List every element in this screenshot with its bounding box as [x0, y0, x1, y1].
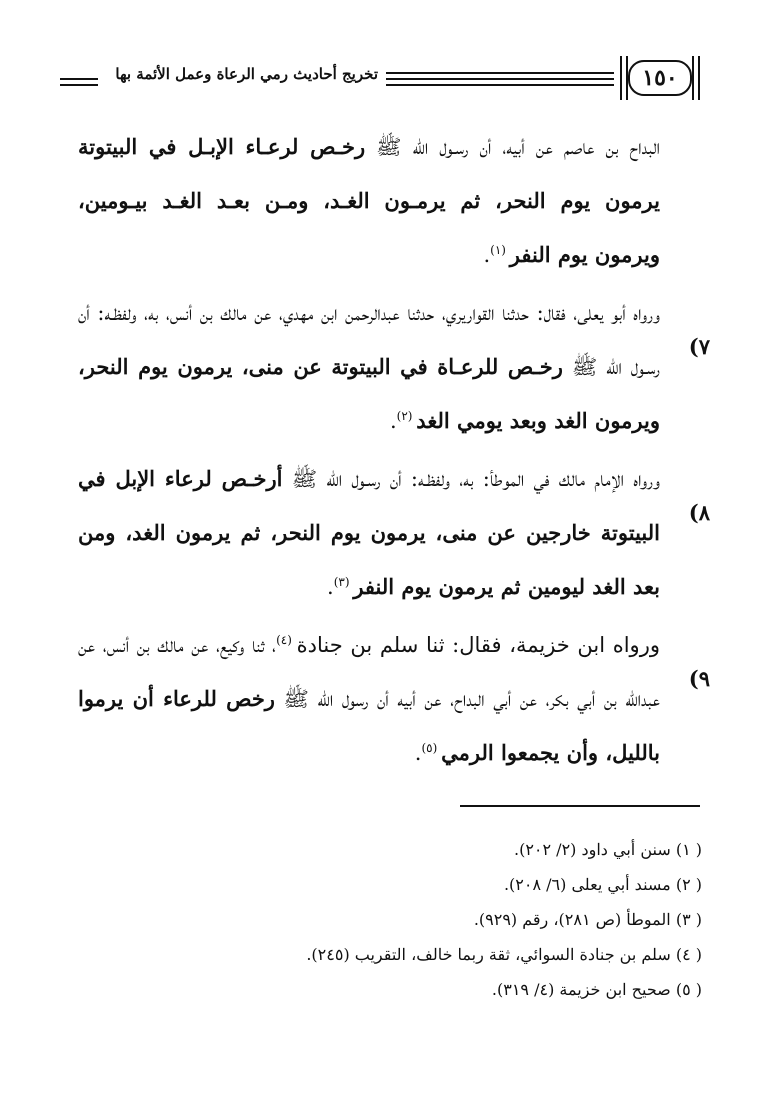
hadith-text: رخص للرعاء أن يرموا بالليل، وأن يجمعوا الرمي — [78, 686, 660, 765]
header-rule — [386, 78, 614, 80]
paragraph-number: ٨) — [688, 500, 710, 525]
running-header — [60, 52, 700, 102]
footnote-ref: (٤) — [276, 633, 297, 647]
isnad-text: ورواه أبو يعلى، فقال: حدثنا القواريري، حدثنا عبدالرحمن ابن مهدي، عن مالك بن أنس، به، ولفظـه: أن رسـول الله ﷺ — [78, 301, 660, 379]
hadith-text: رخـص للرعـاة في البيتوتة عن منى، يرمون يوم النحر، ويرمون الغد وبعد يومي الغد — [78, 354, 660, 433]
hadith-text: أرخـص لرعاء الإبل في البيتوتة خارجين عن منى، يرمون يوم النحر، ثم يرمون الغد، ومن بعد الغد ليومين ثم يرمون يوم النفر — [78, 466, 660, 599]
paragraph-number: ٩) — [688, 666, 710, 691]
footnote-ref: (٣) — [333, 575, 354, 589]
footnote-separator — [460, 805, 700, 807]
footnote-ref: (٥) — [421, 741, 442, 755]
isnad-text: البداح بن عاصم عن أبيه، أن رسـول الله ﷺ — [365, 135, 660, 159]
paragraph — [78, 618, 710, 780]
footnote-ref: (١) — [490, 243, 510, 257]
page-number: ١٥٠ — [628, 60, 692, 96]
body-text — [78, 120, 710, 780]
isnad-text: . — [483, 243, 491, 267]
footnote: ( ٤) سلم بن جنادة السوائي، ثقة ربما خالف، التقريب (٢٤٥). — [306, 945, 702, 964]
footnote: ( ٣) الموطأ (ص ٢٨١)، رقم (٩٢٩). — [473, 910, 702, 929]
footnotes — [62, 832, 702, 1007]
header-rule — [60, 78, 98, 80]
header-rule — [60, 84, 98, 86]
hadith-text: رخـص لرعـاء الإبـل في البيتوتة يرمون يوم النحر، ثم يرمـون الغـد، ومـن بعـد الغـد بيـومين، ويرمون يوم النفر — [78, 134, 660, 267]
paragraph-number: ٧) — [688, 334, 710, 359]
isnad-text: . — [414, 741, 422, 765]
paragraph — [78, 286, 710, 448]
running-title: تخريج أحاديث رمي الرعاة وعمل الأئمة بها — [115, 65, 378, 83]
isnad-text: ورواه ابن خزيمة، فقال: ثنا سلم بن جنادة — [296, 633, 660, 657]
footnote: ( ١) سنن أبي داود (٢/ ٢٠٢). — [513, 840, 702, 859]
isnad-text: ورواه الإمام مالك في الموطأ: به، ولفظـه: أن رسـول الله ﷺ — [282, 467, 660, 491]
isnad-text: ، ثنا وكيع، عن مالك بن أنس، عن عبدالله بن أبي بكر، عن أبي البداح، عن أبيه أن رسول الله ﷺ — [78, 633, 660, 711]
header-rule — [386, 84, 614, 86]
isnad-text: . — [389, 409, 397, 433]
isnad-text: . — [327, 575, 334, 599]
footnote-ref: (٢) — [396, 409, 417, 423]
footnote: ( ٢) مسند أبي يعلى (٦/ ٢٠٨). — [503, 875, 702, 894]
paragraph — [78, 452, 710, 614]
paragraph — [78, 120, 660, 282]
header-rule — [386, 72, 614, 74]
footnote: ( ٥) صحيح ابن خزيمة (٤/ ٣١٩). — [491, 980, 702, 999]
